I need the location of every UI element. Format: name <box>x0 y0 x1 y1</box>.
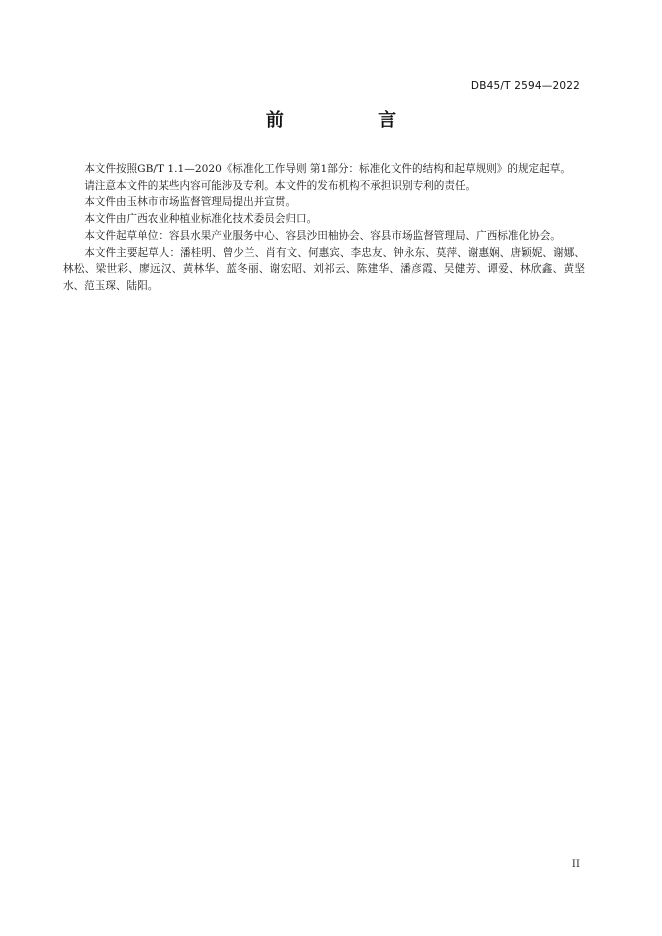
paragraph-proposer: 本文件由玉林市市场监督管理局提出并宣贯。 <box>84 196 297 209</box>
paragraph-drafting-organizations: 本文件起草单位：容县水果产业服务中心、容县沙田柚协会、容县市场监督管理局、广西标准化协会。 <box>84 229 561 242</box>
paragraph-responsible-committee: 本文件由广西农业种植业标准化技术委员会归口。 <box>84 213 318 226</box>
paragraph-patent-notice: 请注意本文件的某些内容可能涉及专利。本文件的发布机构不承担识别专利的责任。 <box>84 179 477 192</box>
paragraph-drafting-rules: 本文件按照GB/T 1.1—2020《标准化工作导则 第1部分：标准化文件的结构和起草规则》的规定起草。 <box>84 163 571 175</box>
paragraph-drafters: 本文件主要起草人：潘桂明、曾少兰、肖有文、何惠宾、李忠友、钟永东、莫萍、谢惠娴、唐颖妮、谢娜、林松、梁世彩、廖远汉、黄林华、蓝冬丽、谢宏昭、刘祁云、陈建华、潘彦霞、吴健芳、谭爱、林欣鑫、黄坚水、范玉琛、陆阳。 <box>63 246 585 292</box>
page-number: II <box>571 858 580 870</box>
document-code: DB45/T 2594—2022 <box>470 80 580 92</box>
foreword-body <box>63 161 585 295</box>
page-title: 前 言 <box>265 110 441 131</box>
